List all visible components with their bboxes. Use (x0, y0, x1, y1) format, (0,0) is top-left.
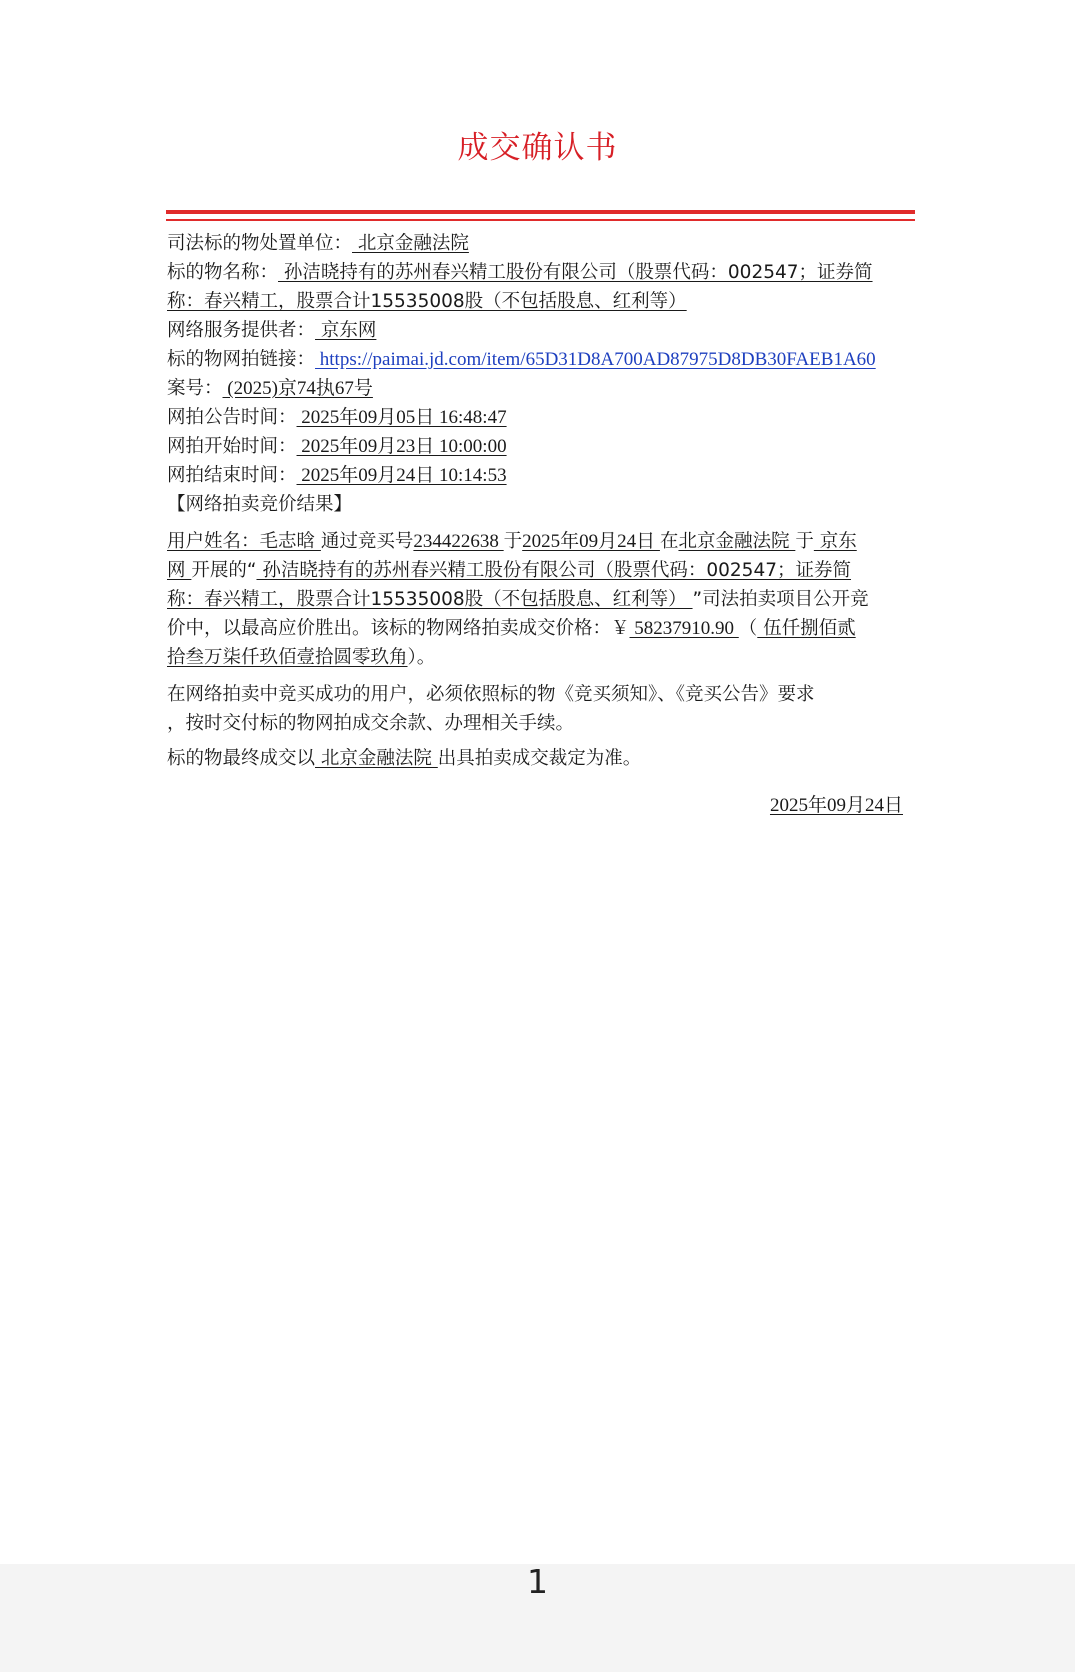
result-text: 于 (795, 531, 814, 552)
notice-paragraph (167, 680, 915, 738)
result-paragraph (167, 527, 915, 672)
final-price-words: 伍仟捌佰贰 (757, 618, 856, 639)
field-label: 案号： (167, 378, 223, 399)
field-value: (2025)京74执67号 (222, 378, 373, 399)
field-label: 标的物网拍链接： (167, 349, 316, 370)
result-text: 通过竞买号 (320, 531, 414, 552)
final-price-words-cont: 拾叁万柒仟玖佰壹拾圆零玖角 (167, 647, 408, 668)
notice-line-2: ，按时交付标的物网拍成交余款、办理相关手续。 (167, 713, 575, 734)
result-text: 价中，以最高应价胜出。该标的物网络拍卖成交价格：￥ (167, 618, 630, 639)
field-label: 网拍结束时间： (167, 465, 297, 486)
field-provider (167, 316, 915, 345)
field-label: 标的物名称： (167, 262, 279, 283)
ruling-text: 标的物最终成交以 (167, 748, 316, 769)
field-value: 称：春兴精工，股票合计15535008股（不包括股息、红利等） (167, 291, 687, 312)
field-label: 网拍公告时间： (167, 407, 297, 428)
document-body (167, 229, 915, 773)
field-value: 京东网 (315, 320, 377, 341)
result-text: 开展的“ (191, 560, 257, 581)
result-line-4 (167, 614, 915, 643)
bid-number: 234422638 (413, 531, 504, 552)
ruling-court: 北京金融法院 (315, 748, 438, 769)
result-line-3 (167, 585, 915, 614)
field-start-time (167, 432, 915, 461)
page-number: 1 (527, 1562, 548, 1601)
field-value: 2025年09月24日 10:14:53 (296, 465, 507, 486)
field-value: 2025年09月23日 10:00:00 (296, 436, 507, 457)
ruling-text: 出具拍卖成交裁定为准。 (437, 748, 642, 769)
result-item-name-cont: 称：春兴精工，股票合计15535008股（不包括股息、红利等） (167, 589, 693, 610)
field-label: 网拍开始时间： (167, 436, 297, 457)
header-rule-thick (166, 210, 915, 214)
document-title: 成交确认书 (457, 130, 618, 166)
result-heading: 【网络拍卖竞价结果】 (167, 494, 353, 515)
field-label: 司法标的物处置单位： (167, 233, 353, 254)
result-text: ）。 (407, 647, 436, 668)
field-label: 网络服务提供者： (167, 320, 316, 341)
final-ruling-paragraph (167, 744, 915, 773)
signature-date-row (167, 790, 903, 817)
field-case-number (167, 374, 915, 403)
result-platform: 京东 (813, 531, 857, 552)
result-line-1 (167, 527, 915, 556)
result-line-5 (167, 643, 915, 672)
header-rule-thin (166, 219, 915, 221)
field-value: 孙洁晓持有的苏州春兴精工股份有限公司（股票代码：002547；证券简 (278, 262, 873, 283)
result-item-name: 孙洁晓持有的苏州春兴精工股份有限公司（股票代码：002547；证券简 (256, 560, 851, 581)
field-item-name (167, 258, 915, 287)
field-announce-time (167, 403, 915, 432)
result-text: 于 (503, 531, 523, 552)
result-text: ”司法拍卖项目公开竞 (692, 589, 869, 610)
result-date: 2025年09月24日 (522, 531, 660, 552)
winner-name: 用户姓名：毛志晗 (167, 531, 321, 552)
result-text: （ (738, 618, 758, 639)
field-value: 2025年09月05日 16:48:47 (296, 407, 507, 428)
result-line-2 (167, 556, 915, 585)
notice-line-1: 在网络拍卖中竞买成功的用户，必须依照标的物《竞买须知》、《竞买公告》要求 (167, 684, 815, 705)
final-price: 58237910.90 (629, 618, 739, 639)
auction-link[interactable]: https://paimai.jd.com/item/65D31D8A700AD87975D8DB30FAEB1A60 (315, 349, 876, 370)
field-item-name-cont (167, 287, 915, 316)
field-value: 北京金融法院 (352, 233, 469, 254)
document-date: 2025年09月24日 (769, 795, 903, 816)
result-text: 在 (659, 531, 679, 552)
field-end-time (167, 461, 915, 490)
result-platform-cont: 网 (167, 560, 192, 581)
field-disposal-unit (167, 229, 915, 258)
field-auction-link (167, 345, 915, 374)
result-court: 北京金融法院 (678, 531, 796, 552)
